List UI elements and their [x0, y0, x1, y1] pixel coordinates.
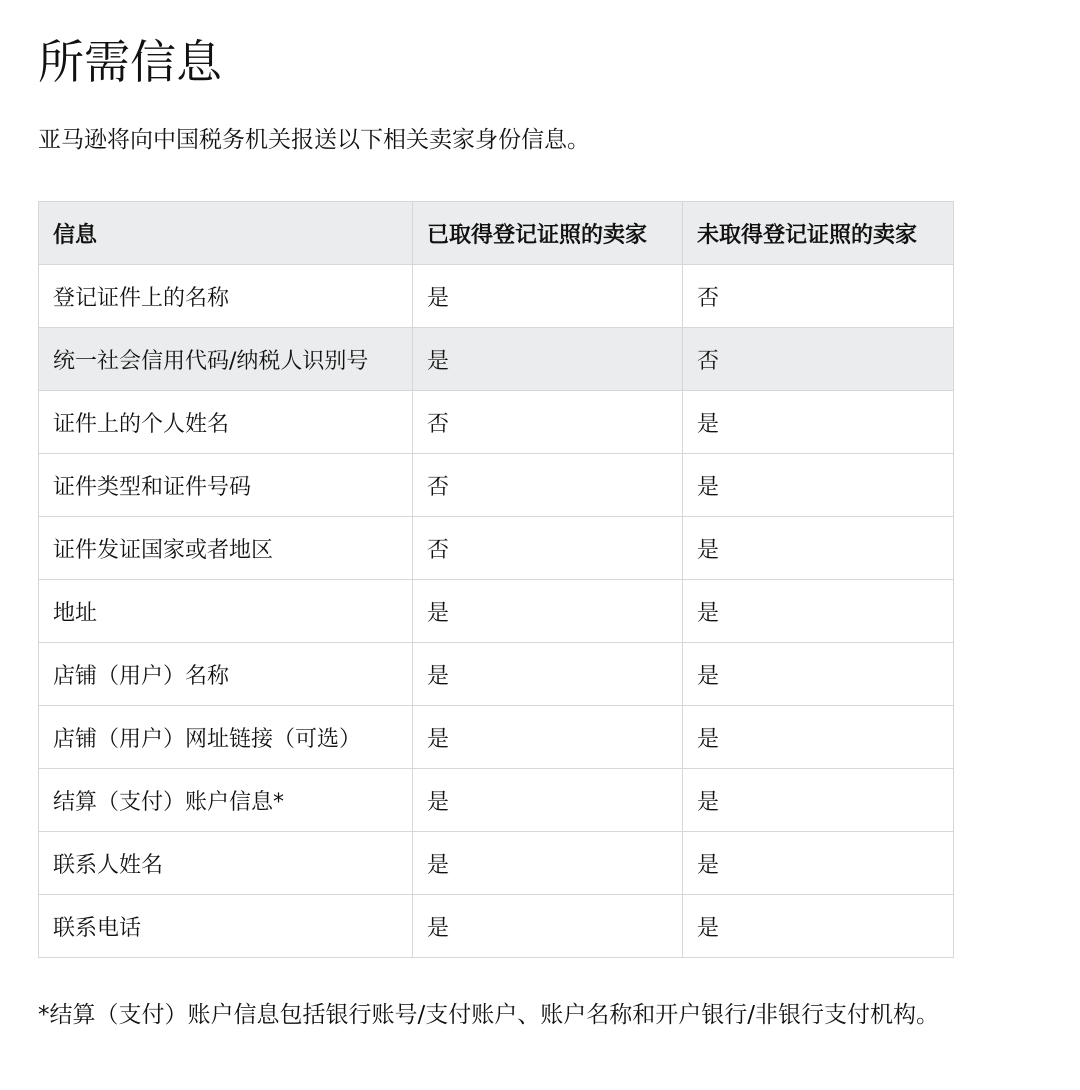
unregistered-value: 是 [683, 454, 954, 517]
unregistered-value: 是 [683, 832, 954, 895]
registered-value: 否 [413, 517, 683, 580]
registered-value: 是 [413, 895, 683, 958]
unregistered-value: 是 [683, 580, 954, 643]
registered-value: 是 [413, 769, 683, 832]
footnote: *结算（支付）账户信息包括银行账号/支付账户、账户名称和开户银行/非银行支付机构。 [38, 1002, 939, 1028]
table-row [39, 832, 954, 895]
registered-value: 是 [413, 706, 683, 769]
registered-value: 是 [413, 580, 683, 643]
unregistered-value: 是 [683, 706, 954, 769]
registered-value: 否 [413, 391, 683, 454]
registered-value: 是 [413, 328, 683, 391]
registered-value: 否 [413, 454, 683, 517]
table-body [39, 265, 954, 958]
row-label: 证件上的个人姓名 [39, 391, 413, 454]
table-row [39, 328, 954, 391]
header-registered-seller: 已取得登记证照的卖家 [413, 202, 683, 265]
unregistered-value: 否 [683, 328, 954, 391]
registered-value: 是 [413, 265, 683, 328]
unregistered-value: 否 [683, 265, 954, 328]
row-label: 结算（支付）账户信息* [39, 769, 413, 832]
row-label: 统一社会信用代码/纳税人识别号 [39, 328, 413, 391]
unregistered-value: 是 [683, 895, 954, 958]
unregistered-value: 是 [683, 643, 954, 706]
row-label: 证件类型和证件号码 [39, 454, 413, 517]
table-row [39, 517, 954, 580]
page-title: 所需信息 [38, 35, 222, 89]
table-row [39, 769, 954, 832]
row-label: 地址 [39, 580, 413, 643]
intro-text: 亚马逊将向中国税务机关报送以下相关卖家身份信息。 [38, 127, 590, 153]
table-row [39, 265, 954, 328]
unregistered-value: 是 [683, 769, 954, 832]
header-unregistered-seller: 未取得登记证照的卖家 [683, 202, 954, 265]
row-label: 联系人姓名 [39, 832, 413, 895]
row-label: 登记证件上的名称 [39, 265, 413, 328]
info-table [38, 201, 954, 958]
table-row [39, 580, 954, 643]
row-label: 店铺（用户）网址链接（可选） [39, 706, 413, 769]
row-label: 联系电话 [39, 895, 413, 958]
row-label: 证件发证国家或者地区 [39, 517, 413, 580]
table-row [39, 643, 954, 706]
unregistered-value: 是 [683, 391, 954, 454]
table-row [39, 391, 954, 454]
table-row [39, 454, 954, 517]
registered-value: 是 [413, 643, 683, 706]
unregistered-value: 是 [683, 517, 954, 580]
table-header [39, 202, 954, 265]
table-header-row [39, 202, 954, 265]
header-info: 信息 [39, 202, 413, 265]
table-row [39, 895, 954, 958]
table-row [39, 706, 954, 769]
row-label: 店铺（用户）名称 [39, 643, 413, 706]
registered-value: 是 [413, 832, 683, 895]
